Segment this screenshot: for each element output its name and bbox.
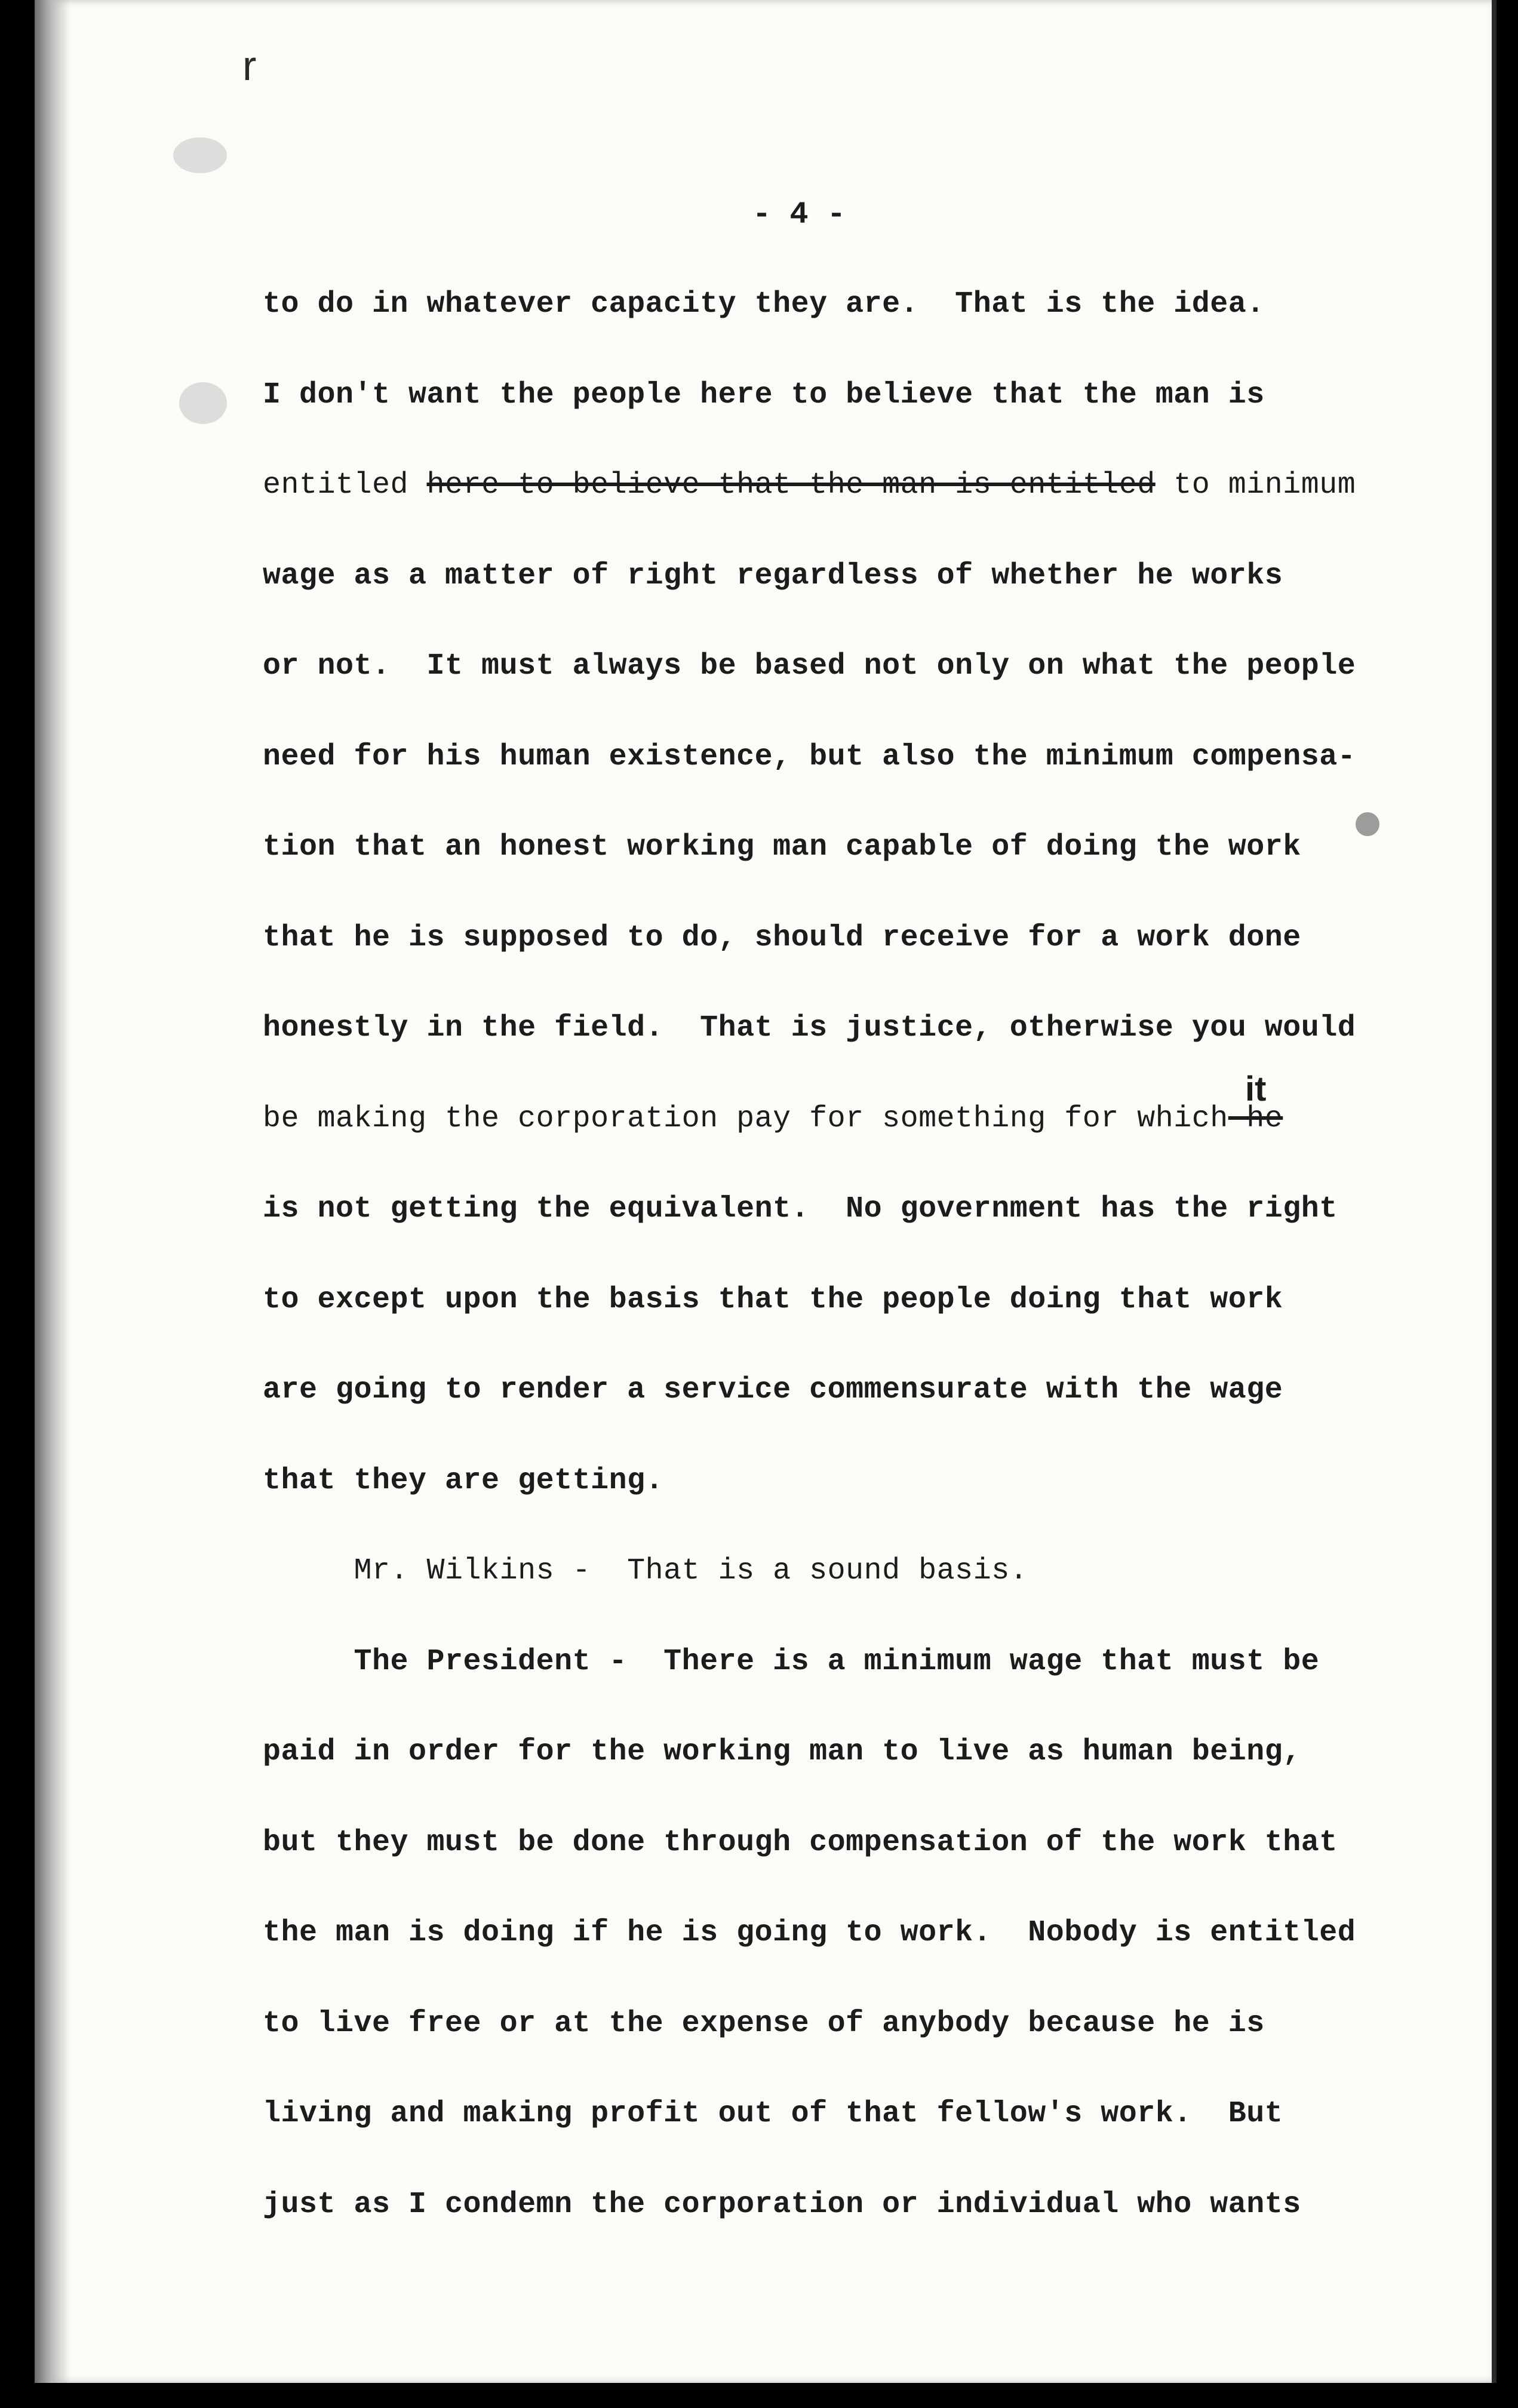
smudge <box>173 137 227 173</box>
text-line: honestly in the field. That is justice, otherwise you would <box>263 1011 1356 1045</box>
text-line: that he is supposed to do, should receive for a work done <box>263 920 1301 955</box>
struck-through-text: here to believe that the man is entitled <box>426 468 1156 502</box>
text-line: I don't want the people here to believe that the man is <box>263 377 1265 412</box>
text-line: is not getting the equivalent. No government has the right <box>263 1192 1338 1226</box>
text-segment: to minimum <box>1155 468 1356 502</box>
smudge <box>179 382 227 424</box>
page-number: - 4 - <box>752 197 846 232</box>
text-line: Mr. Wilkins - That is a sound basis. <box>263 1554 1028 1588</box>
corner-mark: r <box>242 42 257 89</box>
smudge <box>1356 812 1379 836</box>
text-segment: entitled <box>263 468 427 502</box>
text-line: but they must be done through compensation of the work that <box>263 1825 1338 1860</box>
struck-through-text: he <box>1228 1101 1283 1136</box>
handwritten-insertion-mark: it <box>1245 1070 1267 1108</box>
text-line: are going to render a service commensurate with the wage <box>263 1373 1283 1407</box>
binding-shadow <box>35 0 70 2383</box>
text-line: to live free or at the expense of anybody because he is <box>263 2006 1265 2041</box>
text-line: wage as a matter of right regardless of whether he works <box>263 558 1283 593</box>
text-line: the man is doing if he is going to work. Nobody is entitled <box>263 1916 1356 1950</box>
text-line: The President - There is a minimum wage that must be <box>263 1644 1320 1679</box>
text-line: just as I condemn the corporation or individual who wants <box>263 2187 1301 2222</box>
text-segment: be making the corporation pay for something for which <box>263 1101 1228 1136</box>
text-line: paid in order for the working man to live as human being, <box>263 1735 1301 1769</box>
text-line: tion that an honest working man capable of doing the work <box>263 830 1301 864</box>
text-line: to except upon the basis that the people doing that work <box>263 1282 1283 1317</box>
text-line: living and making profit out of that fellow's work. But <box>263 2097 1283 2131</box>
text-line: or not. It must always be based not only on what the people <box>263 649 1356 683</box>
text-line: need for his human existence, but also the minimum compensa- <box>263 739 1356 774</box>
text-line <box>263 1101 1283 1137</box>
paper-edge <box>1492 0 1497 2383</box>
text-line <box>263 468 1356 503</box>
text-line: that they are getting. <box>263 1463 664 1498</box>
text-line: to do in whatever capacity they are. That is the idea. <box>263 287 1265 321</box>
